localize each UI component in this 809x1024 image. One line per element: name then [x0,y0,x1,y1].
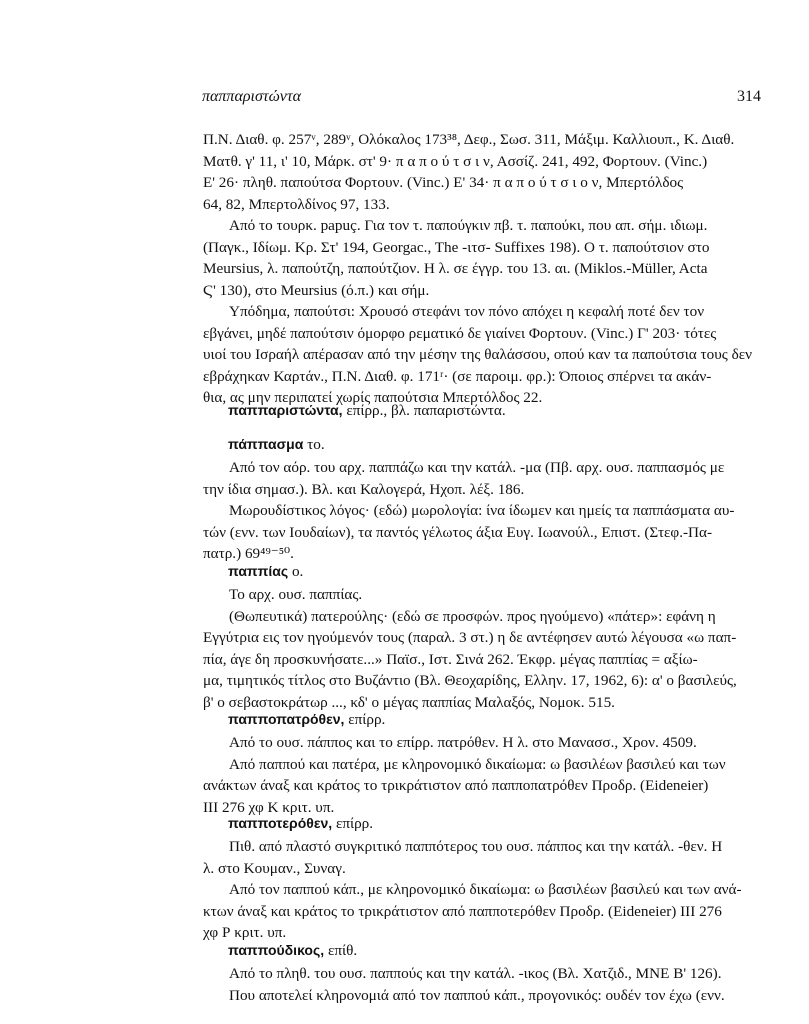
text-line: Από τον παππού κάπ., με κληρονομικό δικαίωμα: ω βασιλέων βασιλεύ και των ανά- [229,881,742,898]
text-line: Από το πληθ. του ουσ. παππούς και την κατάλ. -ικος (Βλ. Χατζιδ., ΜΝΕ Β' 126). [229,965,722,982]
entry-pappasma-body [203,457,765,565]
entry-pappariston [228,400,765,422]
entry-pappasma-head [228,434,765,456]
entry-grammar: ο. [288,563,304,580]
definition-block [203,301,765,409]
entry-headword: παπποτερόθεν, [228,815,333,831]
entry-grammar: επίθ. [324,942,358,959]
text-line: τών (ενν. των Ιουδαίων), τα παντός γέλωτος άξια Ευγ. Ιωανούλ., Επιστ. (Στεφ.-Πα- [203,523,713,541]
text-line: (Θωπευτικά) πατερούλης· (εδώ σε προσφών. προς ηγούμενο) «πάτερ»: εφάνη η [229,607,716,625]
entry-headword: παπποπατρόθεν, [228,711,345,727]
text-line: μα, τιμητικός τίτλος στο Βυζάντιο (Βλ. Θεοχαρίδης, Ελλην. 17, 1962, 6): α' ο βασιλεύς, [203,672,737,689]
text-line: Ε' 26· πληθ. παπούτσα Φορτουν. (Vinc.) Ε' 34· π α π ο ύ τ σ ι ο ν, Μπερτόλδος [203,174,684,191]
text-line: Από το τουρκ. papuç. Για τον τ. παπούγκιν πβ. τ. παπούκι, που απ. σήμ. ιδιωμ. [229,217,708,234]
text-line: Από το ουσ. πάππος και το επίρρ. πατρόθεν. Η λ. στο Μανασσ., Χρον. 4509. [229,734,697,751]
text-line: εβγάνει, μηδέ παπούτσιν όμορφο ρεματικό δε γιαίνει Φορτουν. (Vinc.) Γ' 203· τότες [203,324,717,342]
entry-grammar: επίρρ. [344,711,386,728]
entry-grammar: επίρρ. [332,815,374,832]
text-line: κτων άναξ και κράτος το τρικράτιστον από παπποτερόθεν Προδρ. (Eideneier) III 276 [203,902,722,920]
text-line: Το αρχ. ουσ. παππίας. [229,586,363,603]
text-line: 64, 82, Μπερτολδίνος 97, 133. [203,195,390,213]
entry-headword: παππίας [228,563,289,579]
text-line: θια, ας μην περιπατεί χωρίς παπούτσια Μπερτόλδος 22. [203,389,543,406]
running-head: παππαριστώντα [202,88,301,105]
entry-pappias-body [203,584,765,713]
text-line: ανάκτων άναξ και κράτος το τρικράτιστον από παπποπατρόθεν Προδρ. (Eideneier) [203,777,709,794]
entry-pappoterothen-head [228,813,765,835]
text-line: πατρ.) 69⁴⁹⁻⁵⁰. [203,545,294,562]
entry-pappias-head [228,561,765,583]
entry-pappopatrothen-head [228,709,765,731]
text-line: β' ο σεβαστοκράτωρ ..., κδ' ο μέγας παππίας Μαλαξός, Νομοκ. 515. [203,693,615,711]
text-line: Που αποτελεί κληρονομιά από τον παππού κάπ., προγονικός: ουδέν τον έχω (ενν. [229,986,725,1004]
text-line: Υπόδημα, παπούτσι: Χρουσό στεφάνι τον πόνο απόχει η κεφαλή ποτέ δεν τον [229,303,705,320]
text-line: (Παγκ., Ιδίωμ. Κρ. Στ' 194, Georgac., The -ιτσ- Suffixes 198). Ο τ. παπούτσιον στο [203,238,710,256]
text-line: χφ Ρ κριτ. υπ. [203,924,287,941]
text-line: III 276 χφ Κ κριτ. υπ. [203,798,335,816]
citations-block [203,129,765,215]
entry-pappopatrothen-body [203,732,765,818]
text-line: την ίδια σημασ.). Βλ. και Καλογερά, Ηχοπ. λέξ. 186. [203,480,525,498]
text-line: λ. στο Κουμαν., Συναγ. [203,859,346,877]
entry-headword: πάππασμα [228,436,304,452]
etymology-block [203,215,765,301]
text-line: Ματθ. γ' 11, ι' 10, Μάρκ. στ' 9· π α π ο ύ τ σ ι ν, Ασσίζ. 241, 492, Φορτουν. (Vinc.) [203,152,708,170]
text-line: Π.Ν. Διαθ. φ. 257ᵛ, 289ᵛ, Ολόκαλος 173³⁸, Δεφ., Σωσ. 311, Μάξιμ. Καλλιουπ., Κ. Διαθ. [203,131,735,148]
text-line: εβράχηκαν Καρτάν., Π.Ν. Διαθ. φ. 171ʳ· (σε παροιμ. φρ.): Όποιος σπέρνει τα ακάν- [203,367,712,385]
text-line: Από παππού και πατέρα, με κληρονομικό δικαίωμα: ω βασιλέων βασιλεύ και των [229,755,726,773]
text-line: Από τον αόρ. του αρχ. παππάζω και την κατάλ. -μα (Πβ. αρχ. ουσ. παππασμός με [229,459,725,476]
text-line: Meursius, λ. παπούτζη, παπούτζιον. Η λ. σε έγγρ. του 13. αι. (Miklos.-Müller, Acta [203,260,708,277]
page-number: 314 [737,88,761,105]
entry-grammar: επίρρ., βλ. παπαριστώντα. [342,402,506,419]
entry-pappoterothen-body [203,836,765,944]
entry-headword: παππούδικος, [228,942,325,958]
entry-grammar: το. [303,436,325,453]
text-line: πία, άγε δη προσκυνήσατε...» Παϊσ., Ιστ. Σινά 262. Έκφρ. μέγας παππίας = αξίω- [203,650,698,668]
entry-pappoudikos-body [203,963,765,1006]
text-line: Πιθ. από πλαστό συγκριτικό παππότερος του ουσ. πάππος και την κατάλ. -θεν. Η [229,838,723,855]
text-line: Εγγύτρια εις τον ηγούμενόν τους (παραλ. 3 στ.) η δε αντέφησεν αυτώ λέγουσα «ω παπ- [203,629,737,646]
text-line: υιοί του Ισραήλ απέρασαν από την μέσην της θαλάσσου, οπού καν τα παπούτσια τους δεν [203,346,752,363]
entry-pappoudikos-head [228,940,765,962]
text-line: Μωρουδίστικος λόγος· (εδώ) μωρολογία: ίνα ίδωμεν και ημείς τα παππάσματα αυ- [229,502,735,519]
text-line: Ϛ' 130), στο Meursius (ό.π.) και σήμ. [203,281,430,299]
entry-headword: παππαριστώντα, [228,402,343,418]
